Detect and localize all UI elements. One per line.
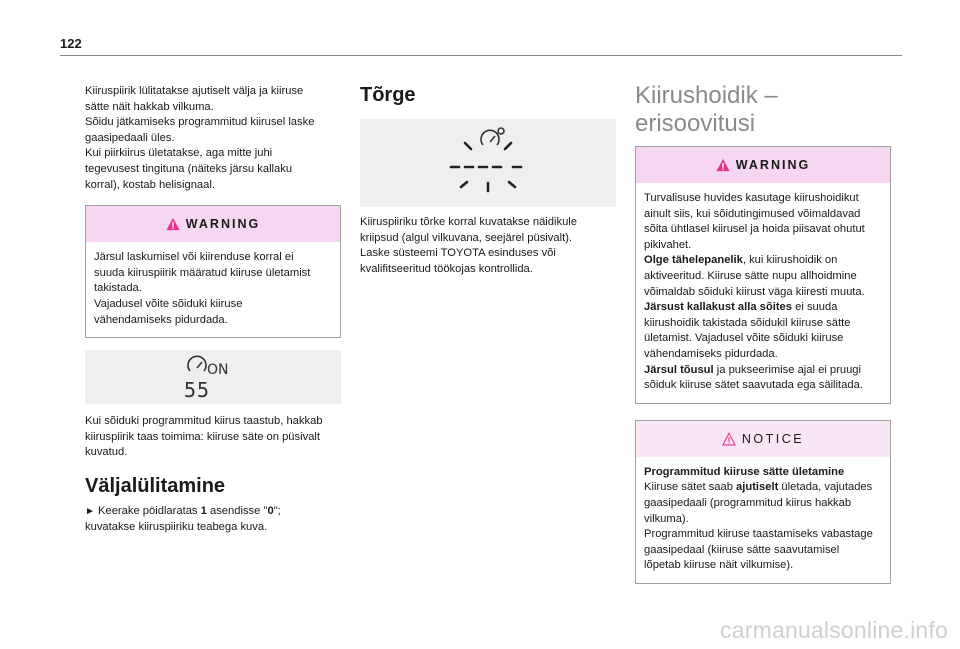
warning-triangle-icon	[716, 158, 730, 172]
text-line	[644, 363, 882, 379]
warning-triangle-icon	[166, 217, 180, 231]
text-line: vilkuma).	[644, 512, 689, 525]
watermark: carmanualsonline.info	[720, 617, 948, 643]
text-line: Kui sõiduki programmitud kiirus taastub, hakkab	[85, 415, 323, 428]
text-line	[85, 504, 341, 520]
text-line: suuda kiiruspiirik määratud kiiruse ületamist	[94, 266, 311, 279]
text-line: Järsul laskumisel või kiirenduse korral ei	[94, 251, 294, 264]
section-heading-fault: Tõrge	[360, 84, 416, 106]
text-line: Vajadusel võite sõiduki kiiruse	[94, 297, 243, 310]
warning-box	[85, 205, 341, 338]
text-line: kvalifitseeritud töökojas kontrollida.	[360, 262, 533, 275]
top-rule	[60, 55, 902, 56]
bold-span: 0	[267, 504, 274, 517]
column-left	[85, 84, 341, 535]
text-line	[644, 480, 882, 496]
text-span: ";	[273, 504, 281, 517]
speed-limiter-fault-icon	[443, 123, 533, 203]
text-line: Turvalisuse huvides kasutage kiirushoidikut	[644, 192, 859, 204]
warning-body	[636, 183, 890, 403]
text-line: kuvatud.	[85, 446, 128, 459]
text-line: takistada.	[94, 282, 142, 295]
text-line: lõpetab kiiruse näit vilkumise).	[644, 559, 794, 572]
bold-span: ajutiselt	[736, 481, 779, 494]
arrow-bullet-icon: ►	[85, 505, 95, 517]
column-right	[635, 84, 891, 584]
text-line: gaasipedaal (kiiruse sätte saavutamisel	[644, 543, 840, 556]
warning-label: WARNING	[185, 217, 261, 232]
warning-label: WARNING	[735, 158, 811, 172]
text-line: pikivahet.	[644, 238, 692, 251]
notice-title: Programmitud kiiruse sätte ületamine	[644, 465, 845, 478]
fault-paragraph	[360, 215, 616, 277]
notice-header	[636, 421, 890, 457]
notice-box	[635, 420, 891, 584]
text-line: gaasipedaali (programmitud kiirus hakkab	[644, 496, 852, 509]
text-line: Kiiruspiirik lülitatakse ajutiselt välja ja kiiruse	[85, 85, 304, 97]
intro-paragraph	[85, 84, 341, 193]
text-line: sõiduk kiiruse sätet saavutada ega säilitada.	[644, 379, 863, 392]
text-line: Programmitud kiiruse taastamiseks vabastage	[644, 528, 873, 541]
text-line: Laske süsteemi TOYOTA esinduses või	[360, 247, 556, 260]
column-middle	[360, 84, 616, 277]
text-span: ja pukseerimise ajal ei pruugi	[713, 363, 862, 376]
text-line: sätte näit hakkab vilkuma.	[85, 100, 214, 113]
notice-body	[636, 457, 890, 583]
bold-span: 1	[200, 504, 207, 517]
text-line: ületamist. Vajadusel võite sõiduki kiiruse	[644, 332, 844, 345]
text-span: asendisse "	[206, 504, 268, 517]
section-heading-off: Väljalülitamine	[85, 474, 226, 497]
bold-span: Olge tähelepanelik	[644, 254, 743, 267]
text-line: kiiruspiirik taas toimima: kiiruse säte on püsivalt	[85, 430, 321, 443]
off-instruction	[85, 504, 341, 535]
text-line: Sõidu jätkamiseks programmitud kiirusel laske	[85, 116, 315, 129]
text-span: ületada, vajutades	[778, 481, 873, 494]
warning-header	[636, 147, 890, 183]
text-line: kriipsud (algul vilkuvana, seejärel püsivalt).	[360, 231, 573, 244]
text-line: sõita ühtlasel kiirusel ja hoida piisavat ohutut	[644, 223, 865, 236]
text-line: ainult siis, kui sõidutingimused võimaldavad	[644, 207, 861, 220]
warning-box	[635, 146, 891, 404]
speed-limiter-on-panel	[85, 350, 341, 404]
warning-header	[86, 206, 340, 242]
text-line: vähendamiseks pidurdada.	[644, 347, 778, 360]
text-span: Keerake pöidlaratas	[94, 504, 201, 517]
resume-paragraph	[85, 414, 341, 461]
on-label: ON	[207, 362, 229, 379]
text-line: vähendamiseks pidurdada.	[94, 313, 228, 326]
text-span: , kui kiirushoidik on	[742, 254, 838, 267]
section-heading-cruise-control: Kiirushoidik – erisoovitusi	[635, 82, 778, 137]
text-line: aktiveeritud. Kiiruse sätte nupu allhoidmine	[644, 269, 857, 282]
speed-limiter-on-icon	[178, 353, 248, 401]
text-line: võimaldab sõiduki kiirust väga kiiresti muuta.	[644, 285, 865, 298]
text-line: Kui piirkiirus ületatakse, aga mitte juhi	[85, 147, 273, 160]
fault-display-panel	[360, 119, 616, 207]
text-span: ei suuda	[792, 301, 838, 314]
text-line	[644, 300, 882, 316]
bold-span: Järsul tõusul	[644, 363, 714, 376]
text-line: kiirushoidik takistada sõidukil kiiruse sätte	[644, 316, 851, 329]
text-line: gaasipedaali üles.	[85, 131, 175, 144]
warning-body	[86, 242, 340, 337]
speed-digits: 55	[184, 378, 211, 402]
bold-span: Järsust kallakust alla sõites	[644, 301, 793, 314]
text-line: tegevusest tingituna (näiteks järsu kallaku	[85, 162, 293, 175]
page-number: 122	[60, 36, 82, 51]
notice-label: NOTICE	[741, 431, 805, 446]
notice-triangle-icon	[722, 432, 736, 446]
text-span: Kiiruse sätet saab	[644, 481, 737, 494]
text-line: korral), kostab helisignaal.	[85, 178, 215, 191]
text-line: kuvatakse kiiruspiiriku teabega kuva.	[85, 520, 268, 533]
text-line: Kiiruspiiriku tõrke korral kuvatakse näidikule	[360, 216, 578, 228]
text-line	[644, 253, 882, 269]
